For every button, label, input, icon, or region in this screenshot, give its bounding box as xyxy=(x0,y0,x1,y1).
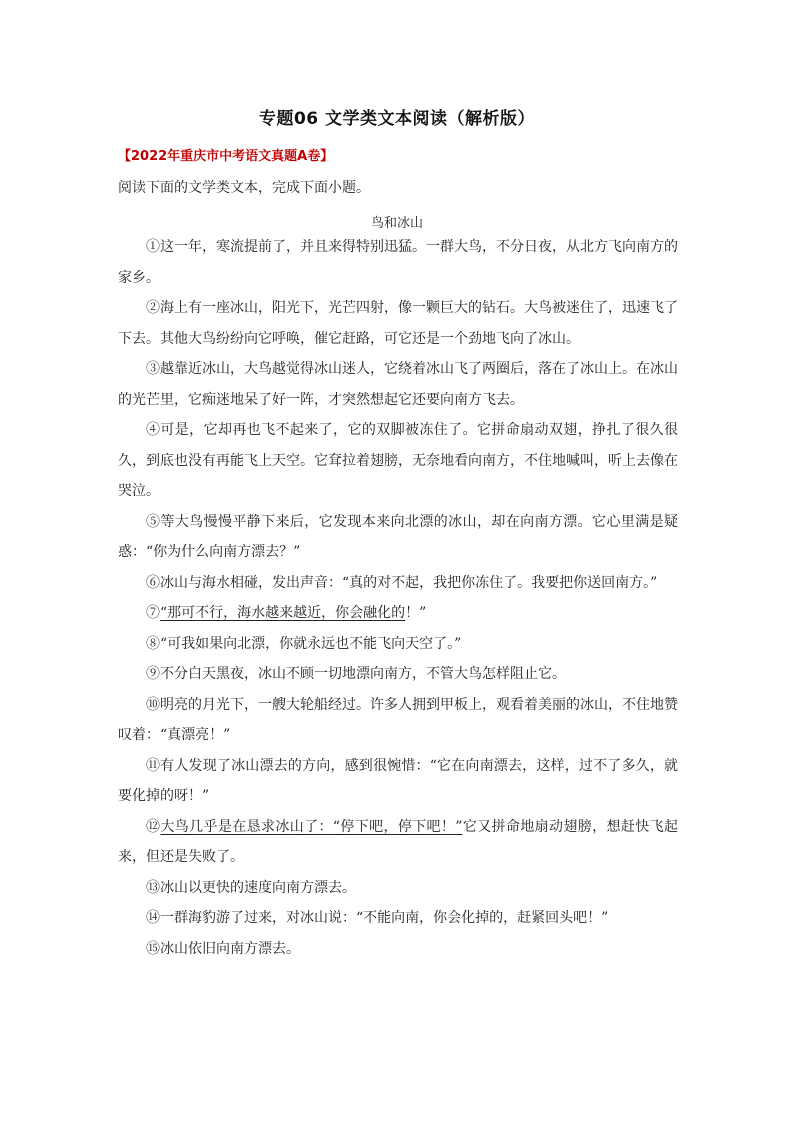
paragraph-12-number: ⑫ xyxy=(146,818,161,835)
paragraph-7-suffix: ！” xyxy=(405,605,427,621)
paragraph-12 xyxy=(118,812,678,873)
paragraph-12-suffix: 它又拼命地扇动翅膀，想赶快飞起来，但还是失败了。 xyxy=(118,818,678,865)
paragraph-7-number: ⑦ xyxy=(146,605,160,621)
paragraph-13: ⑬冰山以更快的速度向南方漂去。 xyxy=(146,879,356,896)
passage-body xyxy=(118,232,678,964)
reading-instruction: 阅读下面的文学类文本，完成下面小题。 xyxy=(118,180,370,196)
exam-source-label: 【2022年重庆市中考语文真题A卷】 xyxy=(118,149,334,164)
paragraph-4: ④可是，它却再也飞不起来了，它的双脚被冻住了。它拼命扇动双翅，挣扎了很久很久，到底也没有再能飞上天空。它耷拉着翅膀，无奈地看向南方，不住地喊叫，听上去像在哭泣。 xyxy=(118,422,678,499)
paragraph-1: ①这一年，寒流提前了，并且来得特别迅猛。一群大鸟，不分日夜，从北方飞向南方的家乡。 xyxy=(118,239,678,286)
paragraph-9: ⑨不分白天黑夜，冰山不顾一切地漂向南方，不管大鸟怎样阻止它。 xyxy=(146,666,566,682)
paragraph-8: ⑧“可我如果向北漂，你就永远也不能飞向天空了。” xyxy=(146,635,462,652)
paragraph-7 xyxy=(118,598,678,629)
paragraph-3: ③越靠近冰山，大鸟越觉得冰山迷人，它绕着冰山飞了两圈后，落在了冰山上。在冰山的光芒里，它痴迷地呆了好一阵，才突然想起它还要向南方飞去。 xyxy=(118,361,678,408)
paragraph-15: ⑮冰山依旧向南方漂去。 xyxy=(146,940,300,957)
document-title: 专题06 文学类文本阅读（解析版） xyxy=(258,109,536,129)
paragraph-10: ⑩明亮的月光下，一艘大轮船经过。许多人拥到甲板上，观看着美丽的冰山，不住地赞叹着：“真漂亮！” xyxy=(118,696,678,743)
paragraph-2: ②海上有一座冰山，阳光下，光芒四射，像一颗巨大的钻石。大鸟被迷住了，迅速飞了下去。其他大鸟纷纷向它呼唤，催它赶路，可它还是一个劲地飞向了冰山。 xyxy=(118,300,678,347)
passage-title: 鸟和冰山 xyxy=(370,216,423,231)
paragraph-6: ⑥冰山与海水相碰，发出声音：“真的对不起，我把你冻住了。我要把你送回南方。” xyxy=(146,574,658,591)
paragraph-14: ⑭一群海豹游了过来，对冰山说：“不能向南，你会化掉的，赶紧回头吧！” xyxy=(146,910,609,926)
paragraph-5: ⑤等大鸟慢慢平静下来后，它发现本来向北漂的冰山，却在向南方漂。它心里满是疑惑：“你为什么向南方漂去？” xyxy=(118,513,678,560)
paragraph-11: ⑪有人发现了冰山漂去的方向，感到很惋惜：“它在向南漂去，这样，过不了多久，就要化掉的呀！” xyxy=(118,757,678,804)
paragraph-12-underlined: 大鸟几乎是在恳求冰山了：“停下吧，停下吧！” xyxy=(160,818,463,835)
paragraph-7-underlined: “那可不行，海水越来越近，你会融化的 xyxy=(160,605,406,621)
